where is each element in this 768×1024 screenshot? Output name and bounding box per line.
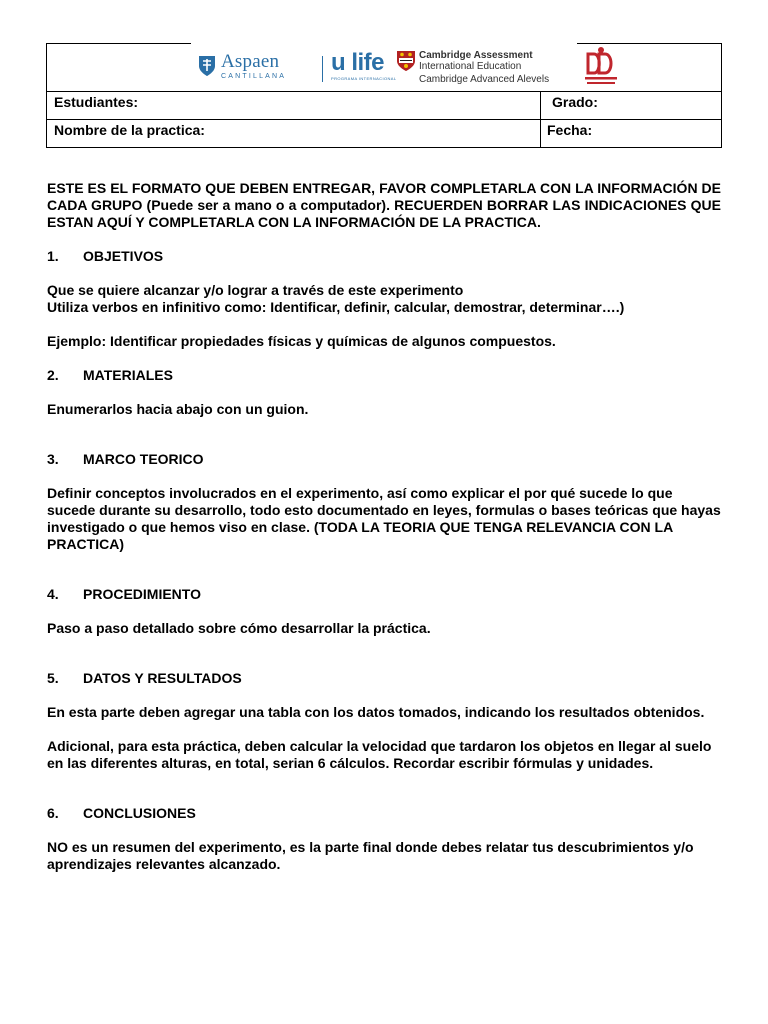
section-number: 6.: [47, 805, 59, 821]
section-number: 3.: [47, 451, 59, 467]
grado-label: Grado:: [552, 94, 598, 110]
cambridge-line2: International Education: [419, 61, 522, 72]
section-heading-marco-teorico: [47, 451, 721, 468]
datos-resultados-text2: Adicional, para esta práctica, deben calcular la velocidad que tardaron los objetos en llegar al suelo en las diferentes alturas, en total, serian 6 cálculos. Recordar escribir fórmulas y unidades.: [47, 738, 712, 771]
cambridge-logo: [396, 50, 549, 85]
fecha-label: Fecha:: [547, 122, 593, 138]
ulife-sub: PROGRAMA INTERNACIONAL: [331, 76, 397, 81]
datos-resultados-text1: En esta parte deben agregar una tabla con los datos tomados, indicando los resultados obtenidos.: [47, 704, 705, 720]
section-heading-materiales: [47, 367, 721, 384]
section-heading-objetivos: [47, 248, 721, 265]
document-body: [47, 180, 721, 873]
row-divider: [47, 119, 721, 120]
section-number: 5.: [47, 670, 59, 686]
ulife-name: u life: [331, 49, 385, 76]
aspaen-name: Aspaen: [221, 51, 280, 72]
shield-icon: [197, 54, 217, 78]
section-title: MATERIALES: [83, 367, 173, 383]
crest-icon: [396, 50, 416, 72]
section-number: 4.: [47, 586, 59, 602]
nombre-practica-label: Nombre de la practica:: [54, 122, 205, 138]
objetivos-example: Ejemplo: Identificar propiedades físicas y químicas de algunos compuestos.: [47, 333, 556, 349]
objetivos-line1: Que se quiere alcanzar y/o lograr a través de este experimento: [47, 282, 464, 298]
ulife-logo: [331, 51, 396, 81]
section-title: PROCEDIMIENTO: [83, 586, 201, 602]
column-divider: [540, 92, 541, 148]
section-title: DATOS Y RESULTADOS: [83, 670, 242, 686]
conclusiones-text: NO es un resumen del experimento, es la parte final donde debes relatar tus descubrimientos y/o aprendizajes relevantes alcanzado.: [47, 839, 694, 872]
section-number: 1.: [47, 248, 59, 264]
dd-logo-icon: [581, 45, 621, 89]
logo-separator: [322, 56, 323, 82]
marco-teorico-text: Definir conceptos involucrados en el experimento, así como explicar el por qué sucede lo que sucede durante su desarrollo, todo esto documentado en leyes, formulas o bases teóricas que hayas investigado o que hemos viso en clase. (TODA LA TEORIA QUE TENGA RELEVANCIA CON LA PRACTICA): [47, 485, 721, 552]
cambridge-line3: Cambridge Advanced Alevels: [419, 74, 550, 85]
objetivos-line2: Utiliza verbos en infinitivo como: Identificar, definir, calcular, demostrar, determinar….): [47, 299, 625, 315]
header-table: [46, 43, 722, 148]
section-title: CONCLUSIONES: [83, 805, 196, 821]
section-heading-conclusiones: [47, 805, 721, 822]
section-heading-datos-resultados: [47, 670, 721, 687]
section-title: MARCO TEORICO: [83, 451, 204, 467]
procedimiento-text: Paso a paso detallado sobre cómo desarrollar la práctica.: [47, 620, 431, 636]
cambridge-line1: Cambridge Assessment: [419, 50, 533, 61]
estudiantes-label: Estudiantes:: [54, 94, 139, 110]
section-title: OBJETIVOS: [83, 248, 164, 264]
section-number: 2.: [47, 367, 59, 383]
row-divider: [47, 91, 721, 92]
aspaen-logo: [197, 52, 286, 80]
logo-strip: [191, 42, 577, 92]
logo-row: [47, 44, 721, 92]
intro-paragraph: ESTE ES EL FORMATO QUE DEBEN ENTREGAR, FAVOR COMPLETARLA CON LA INFORMACIÓN DE CADA GRUPO (Puede ser a mano o a computador). RECUERDEN BORRAR LAS INDICACIONES QUE ESTAN AQUÍ Y COMPLETARLA CON LA INFORMACIÓN DE LA PRACTICA.: [47, 180, 721, 230]
materiales-text: Enumerarlos hacia abajo con un guion.: [47, 401, 309, 417]
section-heading-procedimiento: [47, 586, 721, 603]
aspaen-sub: CANTILLANA: [221, 73, 287, 80]
